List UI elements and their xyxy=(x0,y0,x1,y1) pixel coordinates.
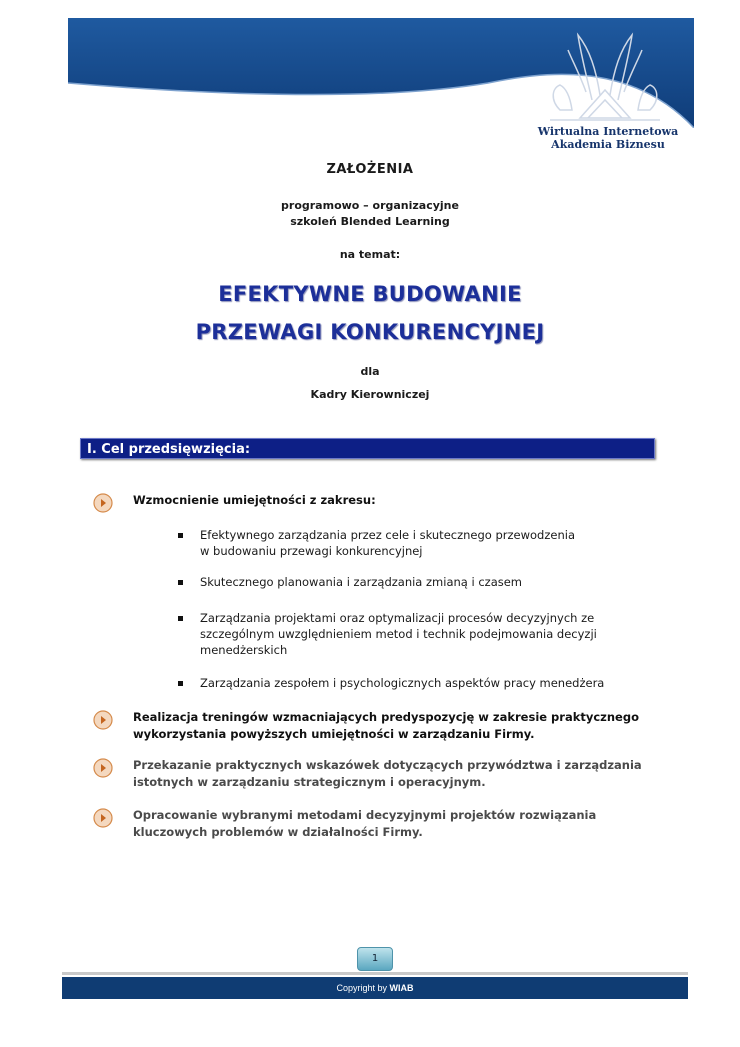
goal-text-line: Opracowanie wybranymi metodami decyzyjnymi projektów rozwiązania xyxy=(133,808,597,822)
skill-text-line: Efektywnego zarządzania przez cele i skutecznego przewodzenia xyxy=(200,528,576,542)
logo-text xyxy=(520,125,696,151)
square-bullet-icon xyxy=(178,533,183,538)
skill-item xyxy=(200,527,640,559)
goal-item xyxy=(133,757,642,791)
skill-item xyxy=(200,574,640,590)
document-type-title: ZAŁOŻENIA xyxy=(326,162,414,177)
main-title-line-2: PRZEWAGI KONKURENCYJNEJ xyxy=(195,320,545,344)
square-bullet-icon xyxy=(178,580,183,585)
topic-label: na temat: xyxy=(339,248,401,261)
subtitle-line-1: programowo – organizacyjne xyxy=(281,199,459,212)
goal-text-line: Realizacja treningów wzmacniających predyspozycję w zakresie praktycznego xyxy=(133,710,639,724)
copyright-prefix: Copyright by xyxy=(336,983,387,993)
footer-bar xyxy=(62,977,688,999)
main-title-line-1: EFEKTYWNE BUDOWANIE xyxy=(218,282,522,306)
skill-text-line: Zarządzania zespołem i psychologicznych aspektów pracy menedżera xyxy=(200,676,605,690)
for-label: dla xyxy=(360,365,380,378)
skill-text-line: Skutecznego planowania i zarządzania zmianą i czasem xyxy=(200,575,523,589)
skill-text-line: Zarządzania projektami oraz optymalizacji procesów decyzyjnych ze xyxy=(200,611,595,625)
goal-text-line: Wzmocnienie umiejętności z zakresu: xyxy=(133,493,376,507)
subtitle-line-2: szkoleń Blended Learning xyxy=(290,215,450,228)
goal-text-line: wykorzystania powyższych umiejętności w zarządzaniu Firmy. xyxy=(133,727,535,741)
square-bullet-icon xyxy=(178,616,183,621)
arrow-bullet-icon xyxy=(93,758,113,778)
skill-text-line: szczególnym uwzględnieniem metod i technik podejmowania decyzji xyxy=(200,627,597,641)
goal-item xyxy=(133,492,376,509)
goal-item xyxy=(133,807,596,841)
arrow-bullet-icon xyxy=(93,808,113,828)
document-subtitle xyxy=(0,198,740,230)
section-heading: I. Cel przedsięwzięcia: xyxy=(80,438,655,459)
skill-item xyxy=(200,675,640,691)
goal-text-line: kluczowych problemów w działalności Firmy. xyxy=(133,825,423,839)
audience-label: Kadry Kierowniczej xyxy=(310,388,430,401)
skill-text-line: menedżerskich xyxy=(200,643,288,657)
copyright-brand: WIAB xyxy=(389,983,414,993)
goal-text-line: Przekazanie praktycznych wskazówek dotyczących przywództwa i zarządzania xyxy=(133,758,642,772)
goal-text-line: istotnych w zarządzaniu strategicznym i operacyjnym. xyxy=(133,775,486,789)
arrow-bullet-icon xyxy=(93,710,113,730)
square-bullet-icon xyxy=(178,681,183,686)
arrow-bullet-icon xyxy=(93,493,113,513)
wiab-logo xyxy=(530,30,680,125)
logo-line-2: Akademia Biznesu xyxy=(551,138,665,151)
footer-divider xyxy=(62,972,688,975)
logo-line-1: Wirtualna Internetowa xyxy=(537,125,679,138)
skill-item xyxy=(200,610,640,658)
page-number: 1 xyxy=(357,947,393,971)
goal-item xyxy=(133,709,639,743)
skill-text-line: w budowaniu przewagi konkurencyjnej xyxy=(200,544,423,558)
